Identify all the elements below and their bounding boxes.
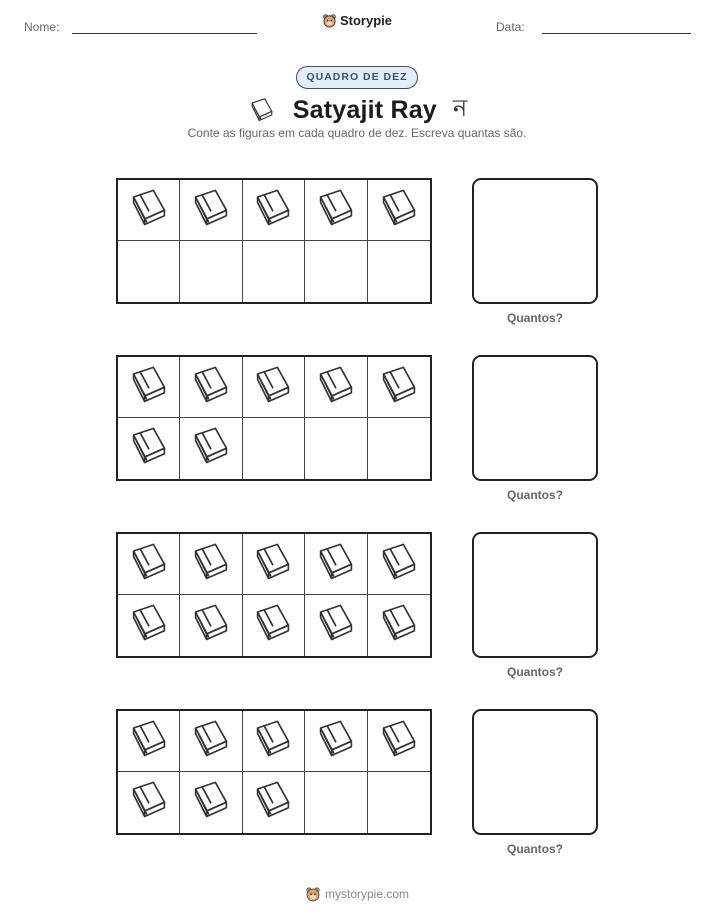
- frame-cell: [180, 357, 242, 418]
- date-label: Data:: [496, 20, 525, 34]
- answer-label: Quantos?: [507, 311, 563, 325]
- frame-cell: [243, 534, 305, 595]
- frame-cell: [305, 711, 367, 772]
- answer-label: Quantos?: [507, 488, 563, 502]
- book-icon: [127, 717, 171, 766]
- book-icon: [251, 717, 295, 766]
- name-label: Nome:: [24, 20, 60, 34]
- frame-cell: [368, 357, 430, 418]
- frame-cell: [305, 241, 367, 302]
- book-icon: [377, 717, 421, 766]
- book-icon: [377, 540, 421, 589]
- brand-name: Storypie: [339, 13, 392, 28]
- frame-cell: [305, 180, 367, 241]
- ten-frame-row-2: [0, 355, 714, 515]
- frame-cell: [180, 595, 242, 656]
- book-icon: [251, 186, 295, 235]
- frame-cell: [180, 772, 242, 833]
- frame-cell: [305, 772, 367, 833]
- answer-label: Quantos?: [507, 842, 563, 856]
- worksheet-type-badge: QUADRO DE DEZ: [296, 66, 417, 89]
- title-row: [0, 90, 714, 130]
- answer-box[interactable]: [472, 532, 598, 658]
- book-icon: [189, 601, 233, 650]
- answer-box[interactable]: [472, 709, 598, 835]
- book-icon: [247, 96, 277, 124]
- bear-mascot-icon: [322, 13, 337, 28]
- book-icon: [189, 363, 233, 412]
- book-icon: [127, 363, 171, 412]
- frame-cell: [368, 534, 430, 595]
- frame-cell: [368, 418, 430, 479]
- book-icon: [127, 601, 171, 650]
- frame-cell: [118, 534, 180, 595]
- book-icon: [314, 540, 358, 589]
- frame-cell: [118, 772, 180, 833]
- footer: [0, 886, 714, 902]
- book-icon: [251, 363, 295, 412]
- book-icon: [251, 778, 295, 827]
- book-icon: [189, 778, 233, 827]
- frame-cell: [118, 711, 180, 772]
- frame-cell: [368, 772, 430, 833]
- frame-cell: [118, 241, 180, 302]
- frame-cell: [180, 711, 242, 772]
- book-icon: [251, 601, 295, 650]
- name-line[interactable]: [72, 33, 257, 34]
- book-icon: [314, 601, 358, 650]
- frame-cell: [243, 711, 305, 772]
- answer-box[interactable]: [472, 355, 598, 481]
- book-icon: [314, 717, 358, 766]
- frame-cell: [243, 595, 305, 656]
- frame-cell: [180, 534, 242, 595]
- frame-cell: [305, 534, 367, 595]
- bengali-letter-glyph: ন: [452, 94, 468, 122]
- book-icon: [127, 424, 171, 473]
- frame-cell: [180, 418, 242, 479]
- book-icon: [127, 540, 171, 589]
- book-icon: [251, 540, 295, 589]
- frame-cell: [243, 357, 305, 418]
- answer-label: Quantos?: [507, 665, 563, 679]
- book-icon: [127, 186, 171, 235]
- frame-cell: [180, 180, 242, 241]
- frame-cell: [243, 241, 305, 302]
- frame-cell: [118, 595, 180, 656]
- brand-logo: [0, 13, 714, 28]
- book-icon: [189, 186, 233, 235]
- footer-url: mystorypie.com: [324, 887, 410, 901]
- book-icon: [189, 424, 233, 473]
- frame-cell: [118, 418, 180, 479]
- bear-mascot-icon: [305, 886, 321, 902]
- book-icon: [377, 363, 421, 412]
- frame-cell: [180, 241, 242, 302]
- ten-frame: [116, 355, 432, 481]
- frame-cell: [368, 180, 430, 241]
- frame-cell: [118, 357, 180, 418]
- frame-cell: [118, 180, 180, 241]
- page-title: Satyajit Ray: [292, 95, 437, 124]
- ten-frame: [116, 178, 432, 304]
- frame-cell: [243, 772, 305, 833]
- frame-cell: [243, 418, 305, 479]
- book-icon: [314, 186, 358, 235]
- frame-cell: [368, 711, 430, 772]
- book-icon: [189, 540, 233, 589]
- frame-cell: [243, 180, 305, 241]
- date-line[interactable]: [542, 33, 691, 34]
- ten-frame: [116, 532, 432, 658]
- frame-cell: [368, 241, 430, 302]
- book-icon: [377, 186, 421, 235]
- frame-cell: [305, 595, 367, 656]
- book-icon: [189, 717, 233, 766]
- frame-cell: [305, 418, 367, 479]
- frame-cell: [305, 357, 367, 418]
- ten-frame-row-4: [0, 709, 714, 869]
- ten-frame-row-1: [0, 178, 714, 338]
- answer-box[interactable]: [472, 178, 598, 304]
- frame-cell: [368, 595, 430, 656]
- book-icon: [314, 363, 358, 412]
- ten-frame-row-3: [0, 532, 714, 692]
- book-icon: [127, 778, 171, 827]
- book-icon: [377, 601, 421, 650]
- ten-frame: [116, 709, 432, 835]
- instructions: Conte as figuras em cada quadro de dez. Escreva quantas são.: [187, 126, 527, 140]
